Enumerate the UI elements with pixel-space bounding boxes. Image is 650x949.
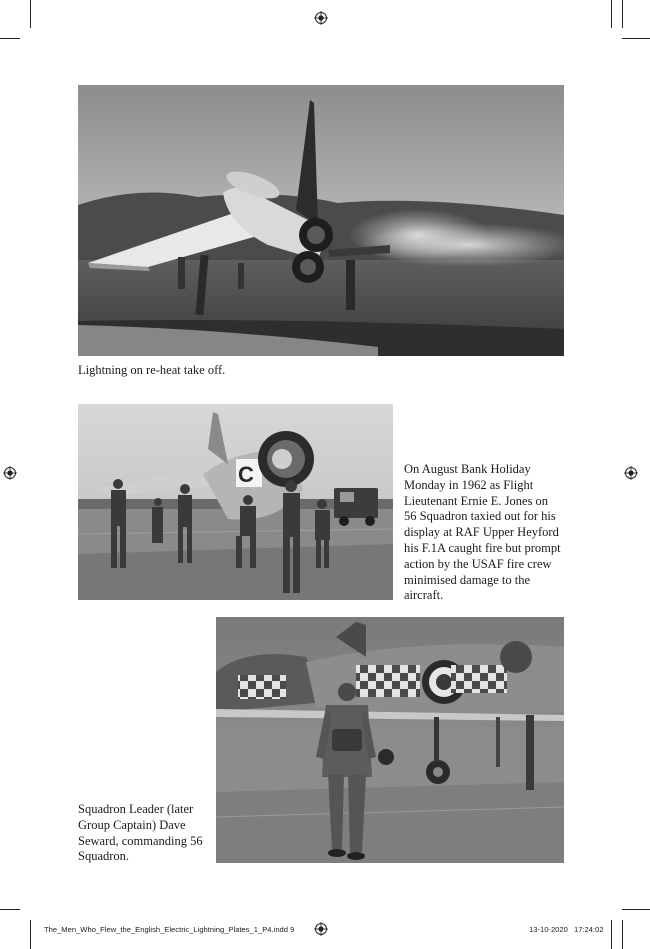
- crop-mark: [0, 909, 20, 910]
- crop-mark: [30, 920, 31, 949]
- takeoff-caption: Lightning on re-heat take off.: [78, 363, 226, 377]
- registration-mark-icon: [314, 11, 328, 25]
- registration-mark-icon: [3, 466, 17, 480]
- crop-mark: [0, 38, 20, 39]
- crop-mark: [622, 909, 650, 910]
- crop-mark: [30, 0, 31, 28]
- fire-crew-photo: [78, 404, 393, 600]
- fire-crew-caption: On August Bank Holiday Monday in 1962 as Flight Lieutenant Ernie E. Jones on 56 Squadron taxied out for his display at RAF Upper Heyford his F.1A caught fire but prompt action by the USAF fire crew minimised damage to the aircraft.: [404, 462, 561, 603]
- crop-mark: [611, 920, 612, 949]
- crop-mark: [622, 0, 623, 28]
- crop-mark: [622, 920, 623, 949]
- registration-mark-icon: [314, 922, 328, 936]
- lightning-takeoff-photo: [78, 85, 564, 356]
- crop-mark: [611, 0, 612, 28]
- slug-time: 17:24:02: [574, 925, 604, 934]
- slug-filename: The_Men_Who_Flew_the_English_Electric_Lightning_Plates_1_P4.indd 9: [44, 925, 295, 934]
- crop-mark: [622, 38, 650, 39]
- registration-mark-icon: [624, 466, 638, 480]
- pilot-caption: Squadron Leader (later Group Captain) Dave Seward, commanding 56 Squadron.: [78, 802, 203, 864]
- aircraft-marking: C: [238, 462, 254, 487]
- pilot-walking-photo: [216, 617, 564, 863]
- slug-date: 13-10-2020: [529, 925, 568, 934]
